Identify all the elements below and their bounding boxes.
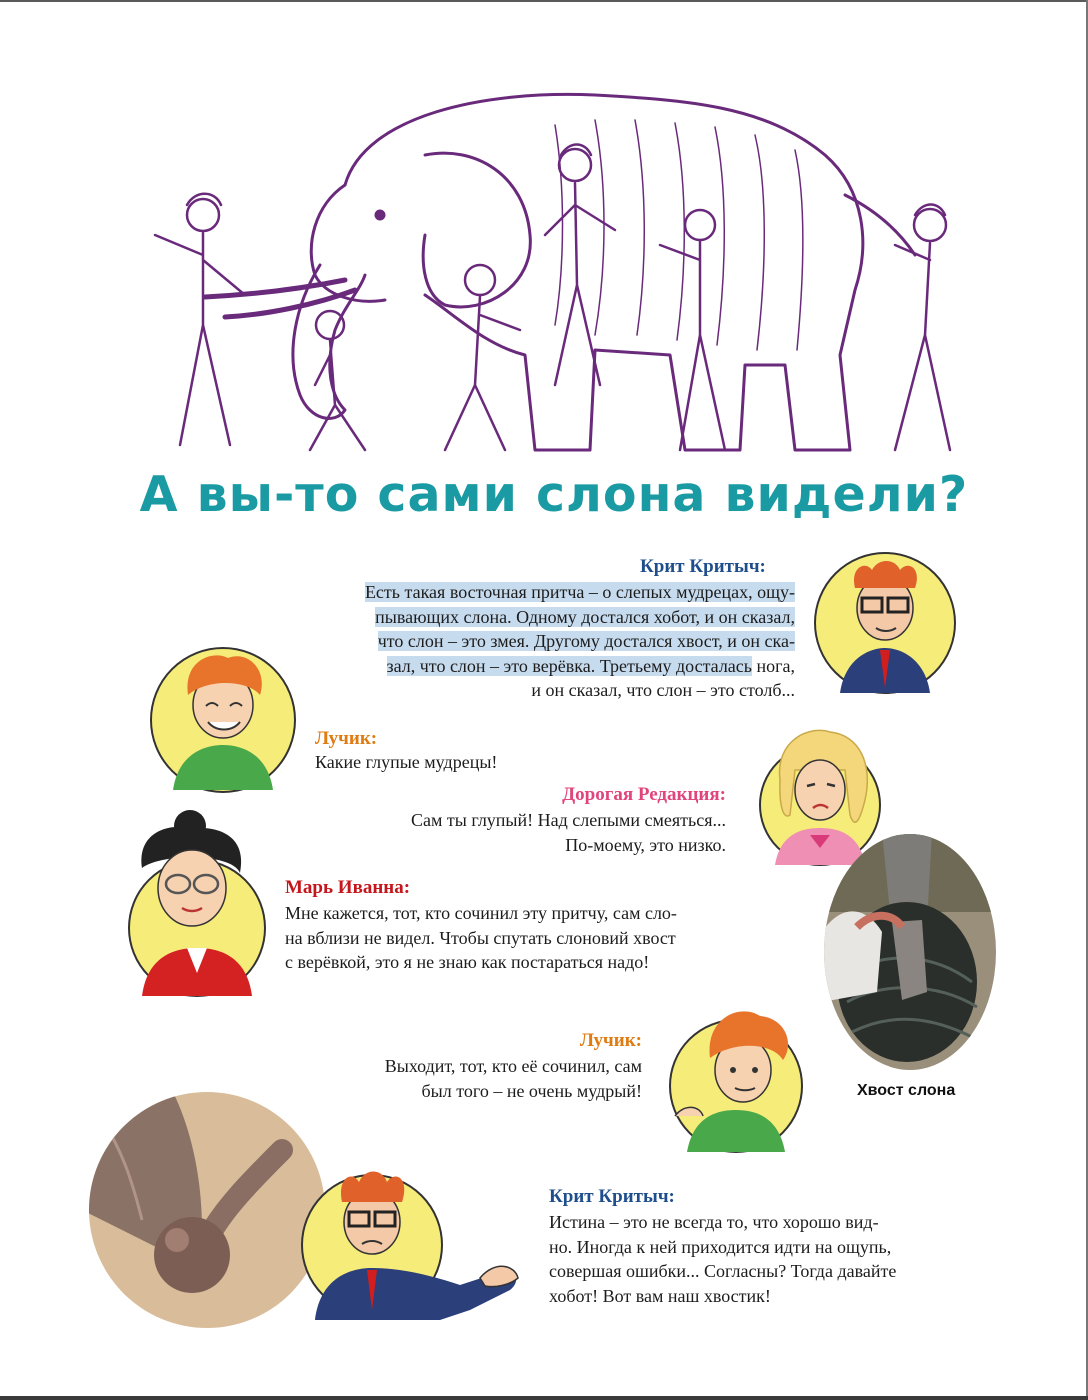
speaker-luchik-2: Лучик: xyxy=(579,1030,642,1051)
speech-line-tail: нога, xyxy=(751,655,795,676)
speech-luchik-2 xyxy=(300,1054,642,1103)
krit-kritych-avatar xyxy=(810,548,960,698)
speech-krit-kritych-parable xyxy=(250,580,795,703)
speech-line: и он сказал, что слон – это столб... xyxy=(531,680,795,700)
speech-luchik-1 xyxy=(315,750,497,775)
speaker-luchik: Лучик: xyxy=(315,728,378,749)
speech-line: Какие глупые мудрецы! xyxy=(315,752,498,772)
speech-line: Есть такая восточная притча – о слепых мудрецах, ощу- xyxy=(364,582,795,602)
luchik-avatar-2 xyxy=(665,998,807,1156)
page-border-top xyxy=(0,0,1088,2)
speech-line: на вблизи не видел. Чтобы спутать слоновий хвост xyxy=(285,927,676,948)
elephant-tail-photo xyxy=(822,832,998,1072)
speech-mar-ivanna xyxy=(285,901,677,975)
speech-dorogaya-redaktsiya xyxy=(320,808,726,857)
speech-line: пывающих слона. Одному достался хобот, и он сказал, xyxy=(375,606,795,627)
speech-line: Мне кажется, тот, кто сочинил эту притчу, сам сло- xyxy=(285,903,677,923)
speaker-krit-kritych-2: Крит Критыч: xyxy=(549,1186,675,1207)
speech-line: хобот! Вот вам наш хвостик! xyxy=(549,1285,771,1306)
speech-line: Сам ты глупый! Над слепыми смеяться... xyxy=(411,810,726,830)
krit-kritych-avatar-2 xyxy=(300,1160,522,1320)
photo-caption: Хвост слона xyxy=(857,1082,956,1099)
speech-line: с верёвкой, это я не знаю как постараться надо! xyxy=(285,952,650,972)
page-border-bottom xyxy=(0,1396,1088,1400)
speech-line: По-моему, это низко. xyxy=(565,834,726,855)
speaker-dorogaya-redaktsiya: Дорогая Редакция: xyxy=(562,784,726,805)
speech-line: совершая ошибки... Согласны? Тогда давайте xyxy=(549,1261,897,1281)
speaker-krit-kritych: Крит Критыч: xyxy=(640,556,766,577)
elephant-sages-illustration xyxy=(125,65,970,460)
speech-line: был того – не очень мудрый! xyxy=(421,1080,642,1101)
speech-line: Истина – это не всегда то, что хорошо вид- xyxy=(549,1212,879,1232)
speech-line: Выходит, тот, кто её сочинил, сам xyxy=(384,1056,642,1076)
speaker-mar-ivanna: Марь Иванна: xyxy=(285,877,411,898)
speech-krit-kritych-conclusion xyxy=(549,1210,896,1308)
mar-ivanna-avatar xyxy=(122,808,272,1000)
speech-line: но. Иногда к ней приходится идти на ощупь, xyxy=(549,1236,892,1257)
page-title: А вы-то сами слона видели? xyxy=(139,466,969,523)
speech-line: зал, что слон – это верёвка. Третьему досталась xyxy=(386,655,752,676)
speech-line: что слон – это змея. Другому достался хвост, и он ска- xyxy=(377,631,795,651)
